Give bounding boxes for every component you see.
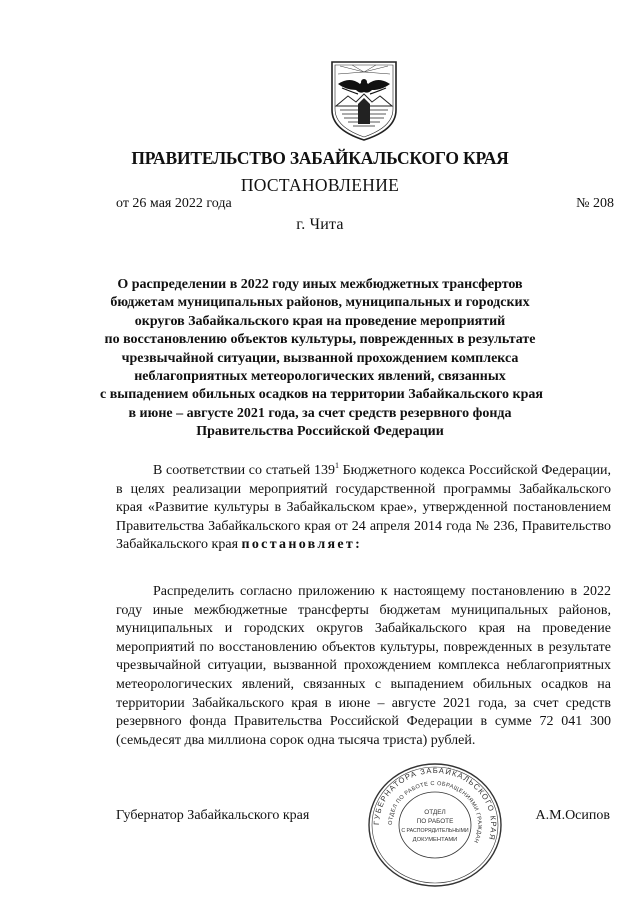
subject-line: с выпадением обильных осадков на территории Забайкальского края: [100, 387, 543, 403]
resolves-colon: :: [355, 537, 363, 553]
document-city: г. Чита: [296, 216, 344, 233]
subject-line: Правительства Российской Федерации: [196, 424, 444, 440]
document-type: ПОСТАНОВЛЕНИЕ: [240, 175, 400, 195]
seal-outer-text: ГУБЕРНАТОРА ЗАБАЙКАЛЬСКОГО КРАЯ: [371, 765, 499, 842]
resolution-paragraph: Распределить согласно приложению к настоящему постановлению в 2022 году иные межбюджетные трансферты бюджетам муниципальных районов, муниципальных и городских округов Забайкальского края на проведение мероприятий по восстановлению объектов культуры, поврежденных в результате чрезвычайной ситуации, вызванной прохождением комплекса неблагоприятных метеорологических явлений, связанных с выпадением обильных осадков на территории Забайкальского края в июне – августе 2021 года, за счет средств резервного фонда Правительства Российской Федерации в сумме 72 041 300 (семьдесят два миллиона сорок одна тысяча триста) рублей.: [116, 584, 611, 748]
subject-line: в июне – августе 2021 года, за счет средств резервного фонда: [128, 405, 512, 421]
seal-middle-text: ОТДЕЛ ПО РАБОТЕ С ОБРАЩЕНИЯМИ ГРАЖДАН: [387, 780, 483, 844]
subject-line: чрезвычайной ситуации, вызванной прохождением комплекса: [121, 350, 519, 366]
subject-line: неблагоприятных метеорологических явлений, связанных: [134, 369, 506, 385]
preamble-text-middle: Бюджетного кодекса Российской Федерации, в целях реализации мероприятий государственной программы Забайкальского края «Развитие культуры в Забайкальском крае», утвержденной постановлением Правительства Забайкальского края от 24 апреля 2014 года № 236, Правительство Забайкальского края: [116, 463, 611, 553]
signatory-name: А.М.Осипов: [535, 808, 610, 823]
document-number: № 208: [576, 196, 614, 211]
article-superscript: 1: [334, 461, 339, 470]
seal-center-line: ОТДЕЛ: [424, 809, 446, 816]
subject-line: по восстановлению объектов культуры, поврежденных в результате: [104, 332, 536, 348]
signatory-title: Губернатор Забайкальского края: [116, 808, 310, 823]
subject-line: бюджетам муниципальных районов, муниципальных и городских: [110, 295, 530, 311]
official-seal-stamp: [366, 762, 504, 888]
preamble-paragraph: [116, 462, 611, 555]
government-title: ПРАВИТЕЛЬСТВО ЗАБАЙКАЛЬСКОГО КРАЯ: [131, 148, 509, 168]
coat-of-arms-icon: [328, 58, 400, 142]
resolves-word: постановляет: [241, 537, 356, 553]
preamble-text-start: В соответствии со статьей 139: [153, 463, 335, 478]
document-date: от 26 мая 2022 года: [116, 196, 232, 211]
document-subject: [100, 276, 543, 442]
subject-line: округов Забайкальского края на проведение мероприятий: [134, 313, 506, 329]
seal-center-line: С РАСПОРЯДИТЕЛЬНЫМИ: [401, 828, 469, 834]
seal-center-line: ПО РАБОТЕ: [416, 818, 454, 825]
seal-center-line: ДОКУМЕНТАМИ: [412, 837, 458, 843]
subject-line: О распределении в 2022 году иных межбюджетных трансфертов: [117, 277, 523, 292]
